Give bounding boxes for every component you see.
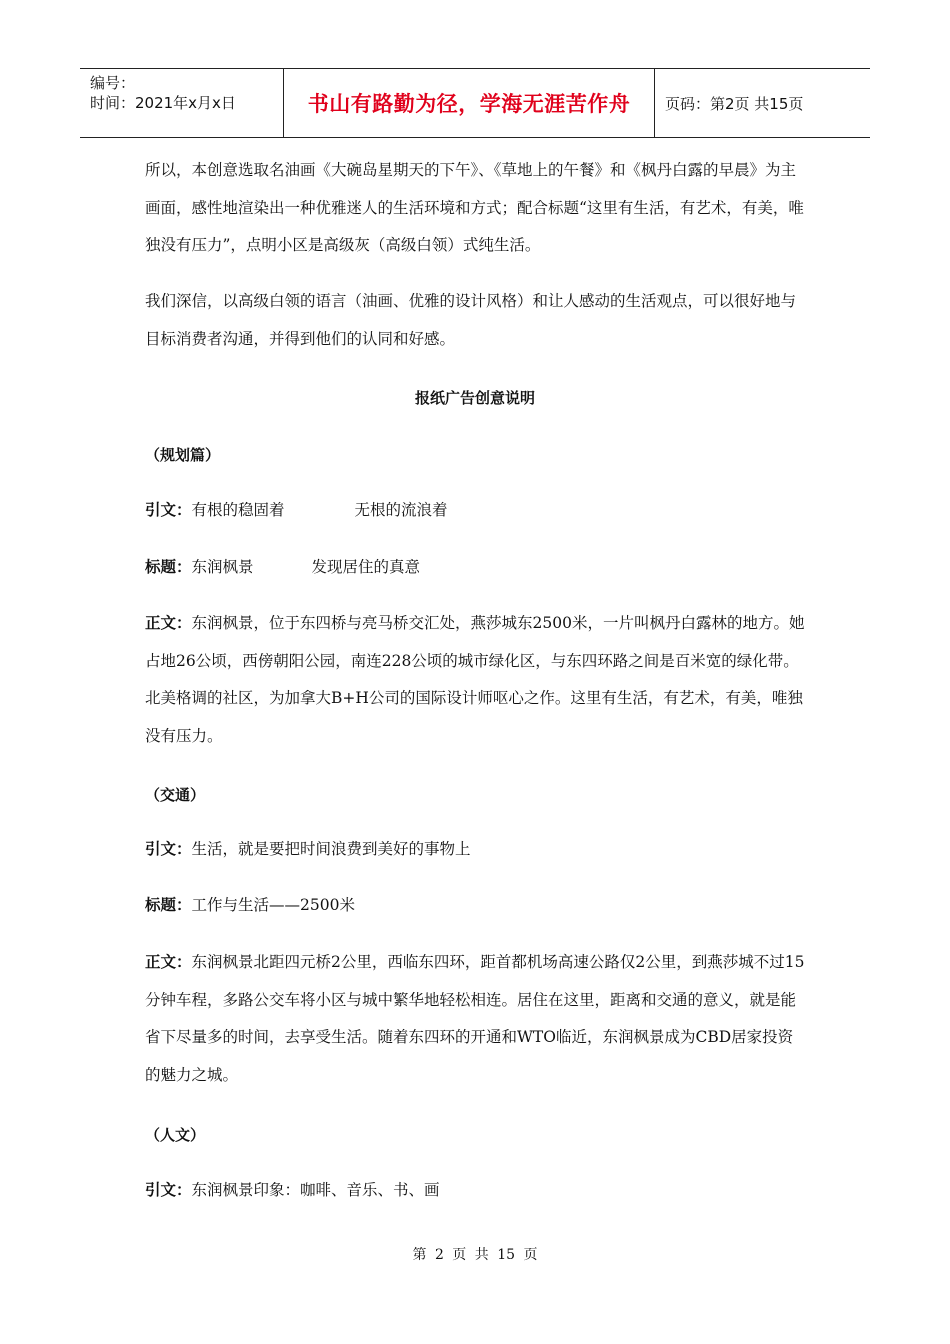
quote-label: 引文：	[145, 840, 192, 858]
section-title: 报纸广告创意说明	[414, 389, 535, 407]
planning-heading: （规划篇）	[145, 446, 221, 464]
planning-quote-b: 无根的流浪着	[354, 501, 448, 519]
planning-quote-a: 有根的稳固着	[191, 501, 285, 519]
traffic-quote-text: 生活，就是要把时间浪费到美好的事物上	[191, 840, 471, 858]
document-number-label: 编号：	[90, 74, 136, 92]
body-label: 正文：	[145, 614, 192, 632]
planning-quote	[145, 492, 805, 530]
traffic-body	[145, 944, 805, 1094]
traffic-heading: （交通）	[145, 786, 206, 804]
header-meta	[80, 69, 283, 137]
traffic-quote	[145, 831, 805, 869]
planning-body	[145, 605, 805, 755]
quote-label: 引文：	[145, 501, 192, 519]
intro-paragraph-2: 我们深信，以高级白领的语言（油画、优雅的设计风格）和让人感动的生活观点，可以很好地与目标消费者沟通，并得到他们的认同和好感。	[145, 292, 797, 348]
traffic-title	[145, 887, 805, 925]
planning-title	[145, 549, 805, 587]
traffic-title-text: 工作与生活——2500米	[191, 896, 355, 914]
document-time: 时间：2021年x月x日	[90, 94, 236, 112]
title-label: 标题：	[145, 558, 192, 576]
page-header	[80, 68, 870, 138]
culture-heading: （人文）	[145, 1126, 206, 1144]
planning-title-b: 发现居住的真意	[311, 558, 421, 576]
intro-paragraph-1: 所以，本创意选取名油画《大碗岛星期天的下午》、《草地上的午餐》和《枫丹白露的早晨》为主画面，感性地渲染出一种优雅迷人的生活环境和方式；配合标题“这里有生活，有艺术，有美，唯独没有压力”，点明小区是高级灰（高级白领）式纯生活。	[145, 161, 804, 254]
page-footer: 第 2 页 共 15 页	[412, 1247, 538, 1263]
culture-quote-text: 东润枫景印象：咖啡、音乐、书、画	[191, 1181, 440, 1199]
culture-quote	[145, 1172, 805, 1210]
title-label: 标题：	[145, 896, 192, 914]
planning-body-text: 东润枫景，位于东四桥与亮马桥交汇处，燕莎城东2500米，一片叫枫丹白露林的地方。她占地26公顷，西傍朝阳公园，南连228公顷的城市绿化区，与东四环路之间是百米宽的绿化带。北美格调的社区，为加拿大B+H公司的国际设计师呕心之作。这里有生活，有艺术，有美，唯独没有压力。	[145, 614, 805, 745]
header-motto: 书山有路勤为径，学海无涯苦作舟	[283, 69, 655, 137]
quote-label: 引文：	[145, 1181, 192, 1199]
body-label: 正文：	[145, 953, 192, 971]
planning-title-a: 东润枫景	[191, 558, 254, 576]
header-page-info: 页码：第2页 共15页	[665, 94, 804, 113]
traffic-body-text: 东润枫景北距四元桥2公里，西临东四环，距首都机场高速公路仅2公里，到燕莎城不过15分钟车程，多路公交车将小区与城中繁华地轻松相连。居住在这里，距离和交通的意义，就是能省下尽量多的时间，去享受生活。随着东四环的开通和WTO临近，东润枫景成为CBD居家投资的魅力之城。	[145, 953, 805, 1084]
